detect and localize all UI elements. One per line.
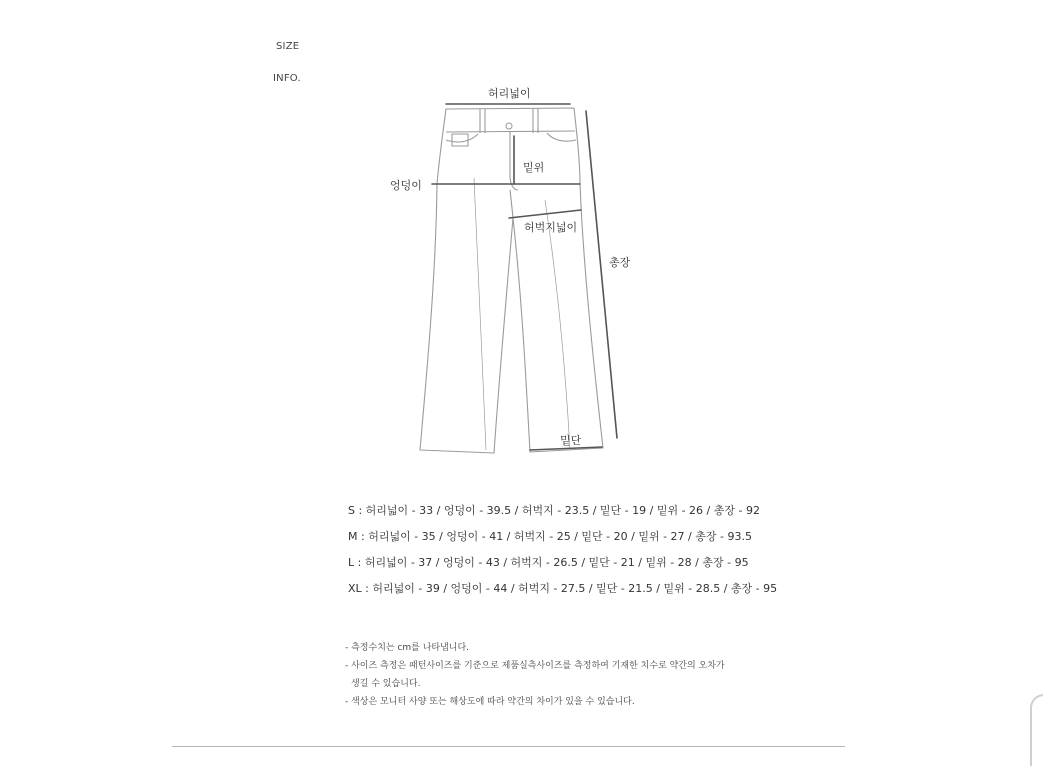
label-hip: 엉덩이: [390, 179, 422, 192]
note-measurement-cont: 생길 수 있습니다.: [351, 679, 421, 689]
size-row-l: L : 허리넓이 - 37 / 엉덩이 - 43 / 허벅지 - 26.5 / 밑단 - 21 / 밑위 - 28 / 총장 - 95: [348, 556, 749, 569]
note-measurement: - 사이즈 측정은 패턴사이즈를 기준으로 제품실측사이즈를 측정하여 기재한 치수로 약간의 오차가: [345, 661, 725, 671]
note-color: - 색상은 모니터 사양 또는 해상도에 따라 약간의 차이가 있을 수 있습니다.: [345, 697, 635, 707]
label-total-length: 총장: [609, 256, 631, 269]
scroll-handle[interactable]: [1030, 694, 1043, 766]
button-icon: [506, 123, 512, 129]
section-label-size: SIZE: [276, 41, 300, 52]
belt-loop-right: [533, 109, 538, 133]
label-thigh: 허벅지넓이: [524, 221, 578, 234]
left-pocket: [446, 134, 478, 142]
size-row-m: M : 허리넓이 - 35 / 엉덩이 - 41 / 허벅지 - 25 / 밑단 - 20 / 밑위 - 27 / 총장 - 93.5: [348, 530, 752, 543]
size-row-xl: XL : 허리넓이 - 39 / 엉덩이 - 44 / 허벅지 - 27.5 / 밑단 - 21.5 / 밑위 - 28.5 / 총장 - 95: [348, 582, 778, 595]
label-rise: 밑위: [523, 161, 545, 174]
right-leg-crease: [545, 200, 570, 450]
total-length-measure-line: [586, 111, 617, 438]
pants-body-outline: [420, 108, 603, 453]
waistband-line: [446, 131, 575, 132]
left-leg-crease: [474, 178, 486, 450]
label-waist: 허리넓이: [488, 87, 531, 100]
right-pocket: [547, 133, 576, 141]
pants-outline: [420, 108, 603, 453]
bottom-divider: [172, 746, 845, 747]
belt-loop-left: [480, 109, 485, 133]
note-unit: - 측정수치는 cm를 나타냅니다.: [345, 643, 470, 653]
thigh-measure-line: [509, 210, 581, 218]
section-label-info: INFO.: [273, 73, 301, 84]
coin-pocket: [452, 134, 468, 146]
size-row-s: S : 허리넓이 - 33 / 엉덩이 - 39.5 / 허벅지 - 23.5 / 밑단 - 19 / 밑위 - 26 / 총장 - 92: [348, 504, 760, 517]
label-hem: 밑단: [560, 434, 582, 447]
crotch-curve: [510, 190, 513, 218]
measurement-lines: [432, 104, 617, 450]
